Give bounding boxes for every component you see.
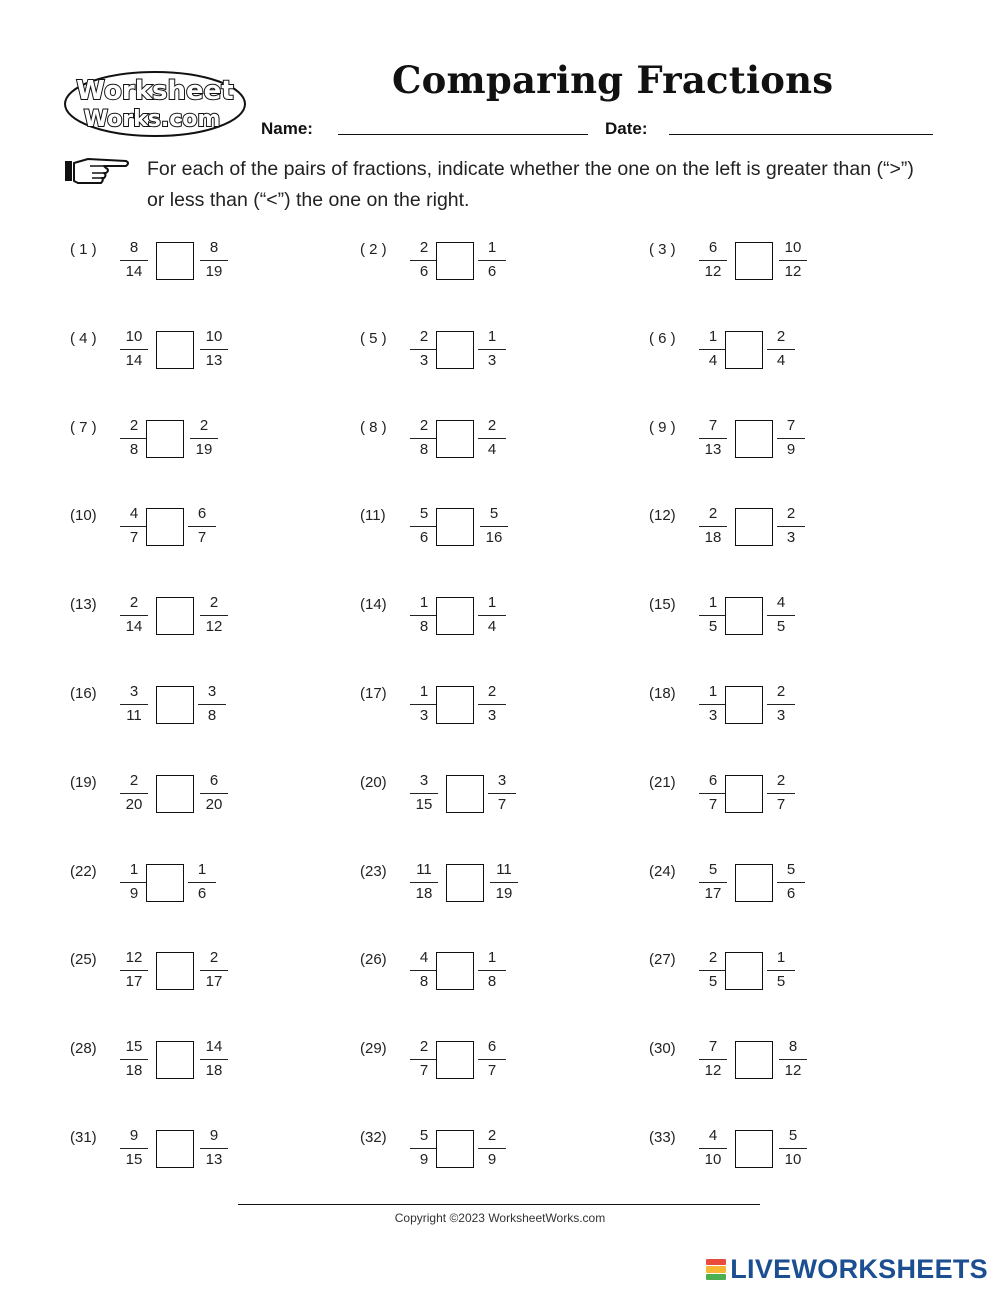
denominator: 7 — [129, 529, 139, 547]
numerator: 1 — [708, 683, 718, 700]
denominator: 8 — [487, 973, 497, 991]
numerator: 9 — [129, 1127, 139, 1144]
logo-bar-yellow — [706, 1266, 726, 1273]
problem-number: (29) — [360, 1040, 387, 1058]
problem-number: (18) — [649, 685, 676, 702]
left-fraction — [120, 1126, 148, 1169]
right-fraction — [200, 1126, 228, 1169]
left-fraction — [410, 948, 438, 991]
answer-box[interactable] — [436, 952, 474, 990]
date-label: Date: — [605, 119, 648, 138]
left-fraction — [699, 327, 727, 370]
problem-number: (17) — [360, 685, 387, 702]
numerator: 2 — [419, 239, 429, 256]
numerator: 4 — [419, 949, 429, 967]
numerator: 2 — [129, 771, 139, 789]
problem-number: (13) — [70, 596, 97, 614]
denominator: 13 — [205, 351, 223, 369]
problem-number: (12) — [649, 507, 676, 525]
left-fraction — [410, 238, 438, 281]
numerator: 3 — [129, 683, 139, 700]
left-fraction — [699, 860, 727, 903]
right-fraction — [478, 1037, 506, 1080]
numerator: 2 — [487, 416, 497, 434]
numerator: 3 — [419, 771, 429, 789]
problem-number: ( 4 ) — [70, 329, 97, 347]
answer-box[interactable] — [436, 331, 474, 369]
answer-box[interactable] — [725, 775, 763, 813]
answer-box[interactable] — [436, 1130, 474, 1168]
numerator: 5 — [489, 505, 499, 523]
numerator: 2 — [776, 327, 786, 345]
numerator: 2 — [129, 416, 139, 434]
answer-box[interactable] — [446, 775, 484, 813]
numerator: 1 — [708, 594, 718, 612]
left-fraction — [410, 682, 438, 725]
denominator: 14 — [125, 263, 143, 280]
answer-box[interactable] — [436, 1041, 474, 1079]
logo-line1: Worksheet — [76, 76, 234, 106]
answer-box[interactable] — [156, 775, 194, 813]
problem-number: (32) — [360, 1129, 387, 1146]
denominator: 7 — [497, 795, 507, 813]
problem-number: (11) — [360, 507, 386, 525]
denominator: 4 — [776, 351, 786, 369]
denominator: 5 — [708, 973, 718, 991]
denominator: 6 — [419, 263, 429, 280]
numerator: 14 — [205, 1038, 223, 1056]
answer-box[interactable] — [156, 686, 194, 724]
left-fraction — [410, 860, 438, 903]
problem-number: ( 3 ) — [649, 241, 676, 258]
denominator: 19 — [195, 440, 213, 458]
numerator: 2 — [419, 1038, 429, 1056]
answer-box[interactable] — [156, 1041, 194, 1079]
denominator: 15 — [125, 1151, 143, 1168]
answer-box[interactable] — [735, 1130, 773, 1168]
answer-box[interactable] — [156, 331, 194, 369]
numerator: 10 — [205, 327, 223, 345]
answer-box[interactable] — [146, 420, 184, 458]
left-fraction — [120, 238, 148, 281]
denominator: 11 — [126, 707, 142, 724]
denominator: 3 — [708, 707, 718, 724]
numerator: 2 — [487, 683, 497, 700]
answer-box[interactable] — [436, 242, 474, 280]
denominator: 5 — [776, 973, 786, 991]
answer-box[interactable] — [156, 597, 194, 635]
denominator: 16 — [485, 529, 503, 547]
answer-box[interactable] — [436, 508, 474, 546]
numerator: 8 — [209, 239, 219, 256]
answer-box[interactable] — [146, 508, 184, 546]
answer-box[interactable] — [436, 686, 474, 724]
numerator: 5 — [419, 1127, 429, 1144]
denominator: 5 — [708, 618, 718, 636]
answer-box[interactable] — [735, 508, 773, 546]
left-fraction — [410, 771, 438, 814]
liveworksheets-logo-icon — [706, 1259, 726, 1281]
problem-number: (27) — [649, 951, 676, 969]
pointing-hand-icon — [64, 154, 132, 188]
numerator: 5 — [419, 505, 429, 523]
left-fraction — [410, 504, 438, 547]
right-fraction — [490, 860, 518, 903]
denominator: 8 — [129, 440, 139, 458]
denominator: 18 — [205, 1062, 223, 1080]
problem-number: (30) — [649, 1040, 676, 1058]
denominator: 3 — [776, 707, 786, 724]
denominator: 15 — [415, 795, 433, 813]
denominator: 9 — [487, 1151, 497, 1168]
right-fraction — [200, 593, 228, 636]
problem-number: (24) — [649, 862, 676, 880]
answer-box[interactable] — [146, 864, 184, 902]
answer-box[interactable] — [735, 864, 773, 902]
numerator: 2 — [209, 949, 219, 967]
left-fraction — [699, 948, 727, 991]
numerator: 12 — [125, 949, 143, 967]
numerator: 10 — [125, 327, 143, 345]
right-fraction — [767, 327, 795, 370]
denominator: 12 — [704, 1062, 722, 1080]
numerator: 2 — [708, 505, 718, 523]
problem-number: (25) — [70, 951, 97, 969]
denominator: 3 — [419, 351, 429, 369]
numerator: 4 — [708, 1127, 718, 1144]
numerator: 6 — [209, 771, 219, 789]
numerator: 2 — [786, 505, 796, 523]
numerator: 1 — [487, 594, 497, 612]
denominator: 17 — [125, 973, 143, 991]
numerator: 2 — [419, 327, 429, 345]
denominator: 5 — [776, 618, 786, 636]
problem-number: ( 2 ) — [360, 241, 387, 258]
left-fraction — [120, 1037, 148, 1080]
denominator: 7 — [419, 1062, 429, 1080]
numerator: 5 — [788, 1127, 798, 1144]
numerator: 2 — [419, 416, 429, 434]
left-fraction — [699, 416, 727, 459]
right-fraction — [767, 948, 795, 991]
left-fraction — [120, 416, 148, 459]
numerator: 1 — [129, 860, 139, 878]
problem-number: ( 7 ) — [70, 418, 97, 436]
page-title: Comparing Fractions — [392, 58, 834, 102]
right-fraction — [777, 504, 805, 547]
numerator: 7 — [786, 416, 796, 434]
answer-box[interactable] — [156, 1130, 194, 1168]
numerator: 2 — [776, 683, 786, 700]
left-fraction — [699, 504, 727, 547]
right-fraction — [478, 327, 506, 370]
denominator: 12 — [784, 1062, 802, 1080]
denominator: 3 — [487, 707, 497, 724]
answer-box[interactable] — [725, 686, 763, 724]
problem-number: (26) — [360, 951, 387, 969]
numerator: 5 — [786, 860, 796, 878]
answer-box[interactable] — [156, 952, 194, 990]
answer-box[interactable] — [436, 597, 474, 635]
numerator: 6 — [487, 1038, 497, 1056]
numerator: 1 — [419, 594, 429, 612]
logo-bar-red — [706, 1259, 726, 1266]
worksheetworks-logo — [62, 66, 248, 138]
problem-number: ( 9 ) — [649, 418, 676, 436]
denominator: 17 — [704, 884, 722, 902]
answer-box[interactable] — [735, 242, 773, 280]
name-label: Name: — [261, 119, 313, 138]
problem-number: ( 1 ) — [70, 241, 97, 258]
right-fraction — [478, 238, 506, 281]
left-fraction — [120, 771, 148, 814]
logo-bar-green — [706, 1274, 726, 1281]
problem-number: ( 6 ) — [649, 329, 676, 347]
numerator: 4 — [129, 505, 139, 523]
left-fraction — [410, 1126, 438, 1169]
liveworksheets-wordmark: LIVEWORKSHEETS — [730, 1254, 988, 1284]
right-fraction — [478, 1126, 506, 1169]
left-fraction — [699, 593, 727, 636]
numerator: 2 — [487, 1127, 497, 1144]
numerator: 3 — [207, 683, 217, 700]
problem-number: (15) — [649, 596, 676, 614]
denominator: 6 — [419, 529, 429, 547]
denominator: 19 — [495, 884, 513, 902]
numerator: 8 — [129, 239, 139, 256]
denominator: 6 — [197, 884, 207, 902]
numerator: 5 — [708, 860, 718, 878]
denominator: 10 — [784, 1151, 802, 1168]
left-fraction — [120, 327, 148, 370]
right-fraction — [478, 948, 506, 991]
answer-box[interactable] — [725, 597, 763, 635]
denominator: 8 — [419, 618, 429, 636]
numerator: 1 — [487, 239, 497, 256]
denominator: 19 — [205, 263, 223, 280]
problem-number: (10) — [70, 507, 97, 525]
footer-divider — [238, 1204, 760, 1205]
numerator: 1 — [487, 327, 497, 345]
numerator: 15 — [125, 1038, 143, 1056]
instructions-text: For each of the pairs of fractions, indicate whether the one on the left is greater than (“>”) or less than (“<”) the one on the right. — [147, 158, 914, 211]
denominator: 6 — [786, 884, 796, 902]
numerator: 6 — [197, 505, 207, 523]
denominator: 10 — [704, 1151, 722, 1168]
problem-number: (20) — [360, 773, 387, 791]
right-fraction — [200, 1037, 228, 1080]
numerator: 6 — [708, 771, 718, 789]
problem-number: (28) — [70, 1040, 97, 1058]
denominator: 20 — [125, 795, 143, 813]
denominator: 12 — [784, 263, 802, 280]
right-fraction — [188, 504, 216, 547]
denominator: 14 — [125, 351, 143, 369]
denominator: 7 — [487, 1062, 497, 1080]
denominator: 6 — [487, 263, 497, 280]
problem-number: ( 8 ) — [360, 418, 387, 436]
left-fraction — [410, 416, 438, 459]
denominator: 12 — [205, 618, 223, 636]
right-fraction — [200, 771, 228, 814]
right-fraction — [200, 948, 228, 991]
problem-number: (31) — [70, 1129, 97, 1146]
answer-box[interactable] — [436, 420, 474, 458]
left-fraction — [120, 860, 148, 903]
right-fraction — [200, 238, 228, 281]
denominator: 3 — [786, 529, 796, 547]
answer-box[interactable] — [735, 1041, 773, 1079]
numerator: 3 — [497, 771, 507, 789]
right-fraction — [198, 682, 226, 725]
left-fraction — [699, 682, 727, 725]
right-fraction — [488, 771, 516, 814]
denominator: 4 — [708, 351, 718, 369]
date-field[interactable] — [669, 134, 933, 135]
right-fraction — [779, 238, 807, 281]
denominator: 8 — [419, 973, 429, 991]
right-fraction — [480, 504, 508, 547]
logo-graphic — [62, 66, 248, 138]
right-fraction — [777, 416, 805, 459]
denominator: 18 — [415, 884, 433, 902]
right-fraction — [767, 682, 795, 725]
right-fraction — [777, 860, 805, 903]
denominator: 8 — [419, 440, 429, 458]
problem-number: (33) — [649, 1129, 676, 1146]
numerator: 2 — [199, 416, 209, 434]
left-fraction — [120, 504, 148, 547]
numerator: 11 — [496, 860, 512, 878]
answer-box[interactable] — [156, 242, 194, 280]
right-fraction — [478, 593, 506, 636]
denominator: 20 — [205, 795, 223, 813]
denominator: 3 — [419, 707, 429, 724]
denominator: 8 — [207, 707, 217, 724]
right-fraction — [478, 416, 506, 459]
answer-box[interactable] — [735, 420, 773, 458]
numerator: 7 — [708, 1038, 718, 1056]
problem-number: (16) — [70, 685, 97, 702]
denominator: 9 — [419, 1151, 429, 1168]
right-fraction — [200, 327, 228, 370]
denominator: 17 — [205, 973, 223, 991]
right-fraction — [779, 1037, 807, 1080]
denominator: 4 — [487, 440, 497, 458]
answer-box[interactable] — [725, 952, 763, 990]
denominator: 9 — [786, 440, 796, 458]
answer-box[interactable] — [446, 864, 484, 902]
left-fraction — [699, 1126, 727, 1169]
left-fraction — [699, 238, 727, 281]
denominator: 4 — [487, 618, 497, 636]
problem-number: (23) — [360, 862, 387, 880]
numerator: 2 — [708, 949, 718, 967]
numerator: 11 — [416, 860, 432, 878]
denominator: 3 — [487, 351, 497, 369]
answer-box[interactable] — [725, 331, 763, 369]
left-fraction — [410, 327, 438, 370]
left-fraction — [410, 593, 438, 636]
numerator: 1 — [419, 683, 429, 700]
liveworksheets-branding — [706, 1254, 988, 1285]
logo-line2: Works.com — [83, 107, 221, 132]
numerator: 1 — [708, 327, 718, 345]
problem-number: (19) — [70, 773, 97, 791]
numerator: 1 — [487, 949, 497, 967]
denominator: 7 — [197, 529, 207, 547]
left-fraction — [410, 1037, 438, 1080]
denominator: 14 — [125, 618, 143, 636]
denominator: 7 — [776, 795, 786, 813]
numerator: 8 — [788, 1038, 798, 1056]
left-fraction — [120, 682, 148, 725]
copyright-text: Copyright ©2023 WorksheetWorks.com — [394, 1211, 606, 1225]
left-fraction — [120, 948, 148, 991]
name-field[interactable] — [338, 134, 588, 135]
problem-number: (22) — [70, 862, 97, 880]
numerator: 9 — [209, 1127, 219, 1144]
denominator: 7 — [708, 795, 718, 813]
denominator: 9 — [129, 884, 139, 902]
left-fraction — [699, 1037, 727, 1080]
numerator: 1 — [776, 949, 786, 967]
denominator: 13 — [205, 1151, 223, 1168]
right-fraction — [767, 771, 795, 814]
numerator: 2 — [209, 594, 219, 612]
right-fraction — [190, 416, 218, 459]
numerator: 7 — [708, 416, 718, 434]
problem-number: (21) — [649, 773, 676, 791]
numerator: 1 — [197, 860, 207, 878]
denominator: 18 — [704, 529, 722, 547]
numerator: 2 — [776, 771, 786, 789]
denominator: 12 — [704, 263, 722, 280]
problem-number: ( 5 ) — [360, 329, 387, 347]
problem-number: (14) — [360, 596, 387, 614]
left-fraction — [120, 593, 148, 636]
denominator: 18 — [125, 1062, 143, 1080]
right-fraction — [779, 1126, 807, 1169]
numerator: 10 — [784, 239, 802, 256]
numerator: 6 — [708, 239, 718, 256]
right-fraction — [478, 682, 506, 725]
denominator: 13 — [704, 440, 722, 458]
right-fraction — [767, 593, 795, 636]
right-fraction — [188, 860, 216, 903]
numerator: 2 — [129, 594, 139, 612]
left-fraction — [699, 771, 727, 814]
numerator: 4 — [776, 594, 786, 612]
